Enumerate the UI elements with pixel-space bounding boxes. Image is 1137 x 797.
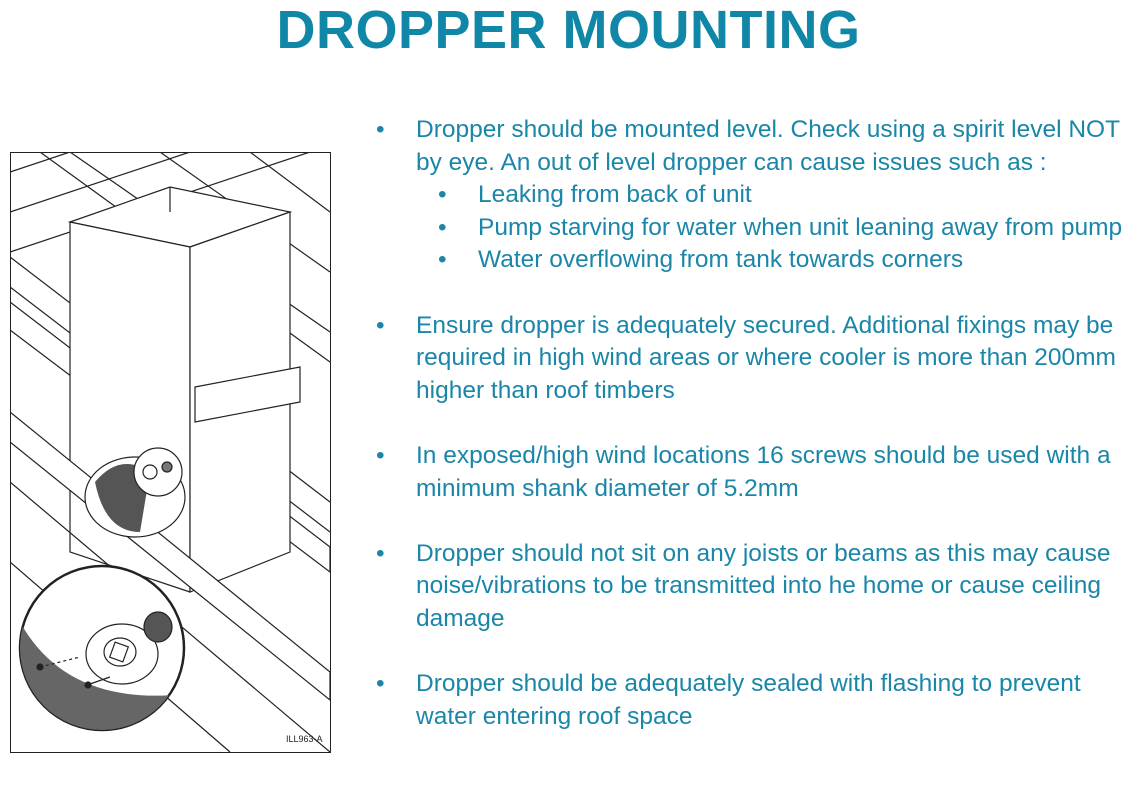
bullet-dot: • [376,670,385,698]
list-item-text: Ensure dropper is adequately secured. Additional fixings may be required in high wind areas or where cooler is more than 200mm higher than roof timbers [416,311,1116,404]
bullet-dot: • [376,539,385,567]
sub-list-item-text: Pump starving for water when unit leaning away from pump [478,213,1123,241]
bullet-dot: • [438,213,447,241]
list-item-text: Dropper should be mounted level. Check using a spirit level NOT by eye. An out of level dropper can cause issues such as : [416,116,1120,176]
list-item [376,668,1136,733]
dropper-diagram [10,152,332,755]
bullet-dot: • [438,246,447,274]
sub-list-item [438,212,1136,245]
bullet-dot: • [376,116,385,143]
sub-list-item-text: Leaking from back of unit [478,181,752,209]
figure-label: ILL963-A [286,734,323,744]
page-title: DROPPER MOUNTING [276,0,861,60]
list-item [376,440,1136,505]
list-item-text: Dropper should not sit on any joists or beams as this may cause noise/vibrations to be transmitted into he home or cause ceiling damage [416,539,1111,632]
list-item [376,310,1136,408]
sub-list-item [438,244,1136,277]
sub-list-item-text: Water overflowing from tank towards corners [478,246,964,274]
dropper-diagram-icon [10,152,332,755]
bullet-dot: • [376,311,385,339]
list-item-text: Dropper should be adequately sealed with flashing to prevent water entering roof space [416,670,1081,730]
bullet-dot: • [438,181,447,209]
bullet-dot: • [376,441,385,469]
sub-list-item [438,179,1136,212]
bullet-list [376,114,1136,733]
list-item [376,538,1136,636]
list-item-text: In exposed/high wind locations 16 screws should be used with a minimum shank diameter of 5.2mm [416,441,1111,502]
list-item [376,114,1136,179]
